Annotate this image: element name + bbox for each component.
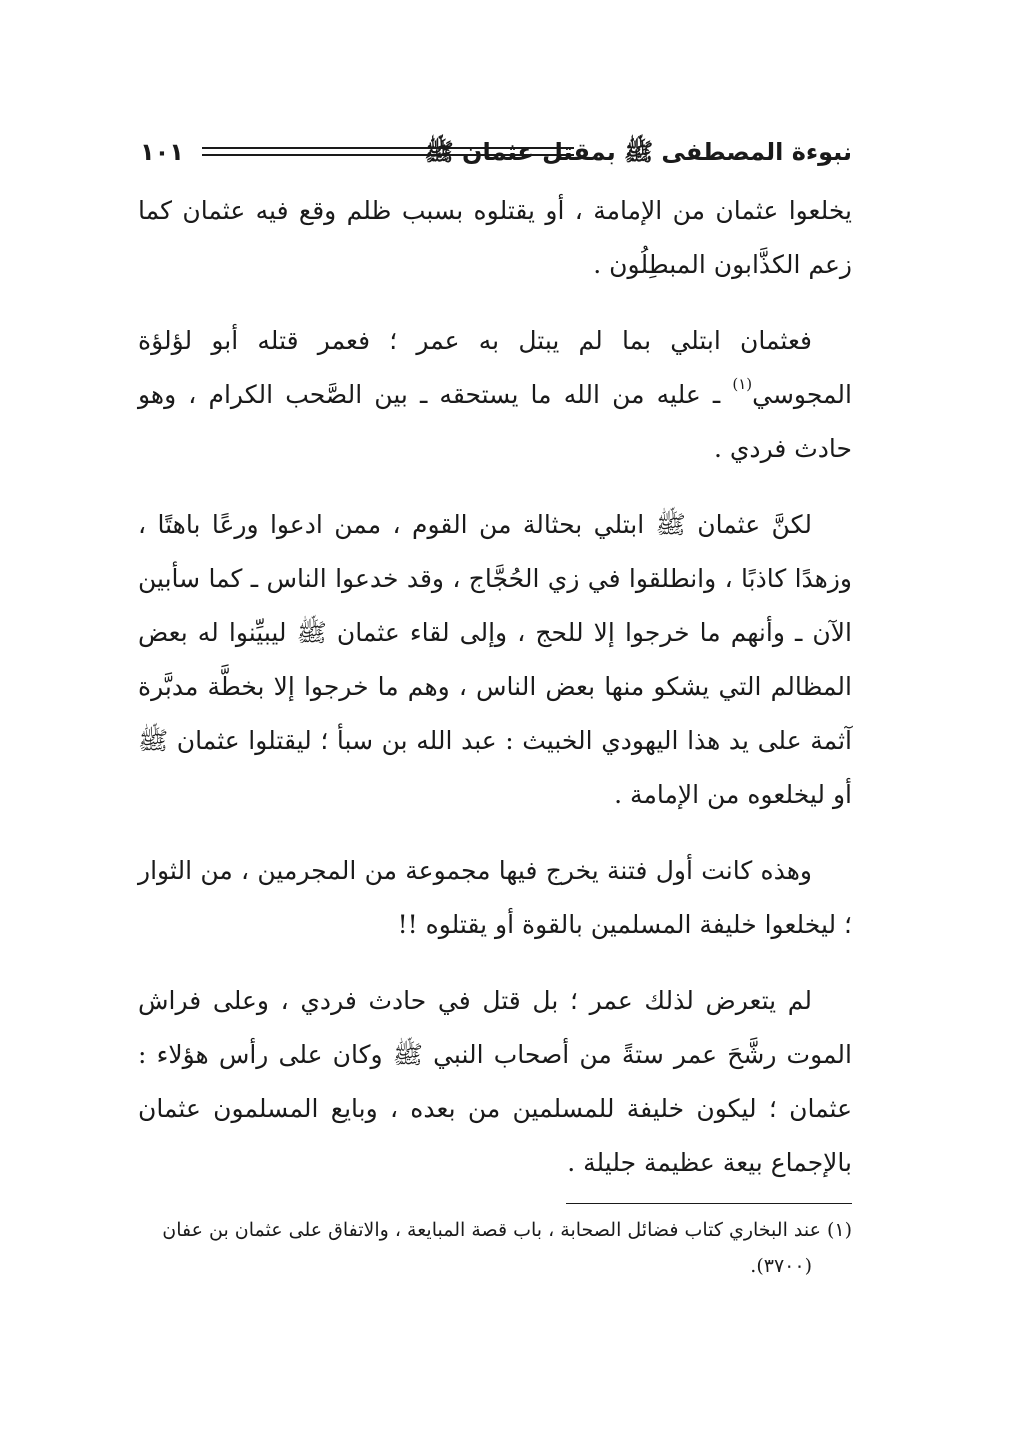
- footnote-text: عند البخاري كتاب فضائل الصحابة ، باب قصة المبايعة ، والاتفاق على عثمان بن عفان: [162, 1219, 821, 1241]
- paragraph-3: لكنَّ عثمان ﷺ ابتلي بحثالة من القوم ، ممن ادعوا ورعًا باهتًا ، وزهدًا كاذبًا ، وانطلقوا في زي الحُجَّاج ، وقد خدعوا الناس ـ كما سأبين الآن ـ وأنهم ما خرجوا إلا للحج ، وإلى لقاء عثمان ﷺ ليبيِّنوا له بعض المظالم التي يشكو منها بعض الناس ، وهم ما خرجوا إلا بخطَّة مدبَّرة آثمة على يد هذا اليهودي الخبيث : عبد الله بن سبأ ؛ ليقتلوا عثمان ﷺ أو ليخلعوه من الإمامة .: [138, 510, 852, 809]
- paragraph-2-text: فعثمان ابتلي بما لم يبتل به عمر ؛ فعمر قتله أبو لؤلؤة المجوسي: [138, 326, 852, 409]
- header-rule: [202, 147, 574, 156]
- footnote-number: (١): [826, 1219, 852, 1241]
- footnotes: [160, 1212, 852, 1284]
- paragraph-2-text-end: ـ عليه من الله ما يستحقه ـ بين الصَّحب الكرام ، وهو حادث فردي .: [138, 380, 852, 463]
- page-number: ١٠١: [140, 138, 184, 166]
- paragraph-5: لم يتعرض لذلك عمر ؛ بل قتل في حادث فردي ، وعلى فراش الموت رشَّحَ عمر ستةً من أصحاب النبي ﷺ وكان على رأس هؤلاء : عثمان ؛ ليكون خليفة للمسلمين من بعده ، وبايع المسلمون عثمان بالإجماع بيعة عظيمة جليلة .: [138, 986, 852, 1177]
- paragraph-1: يخلعوا عثمان من الإمامة ، أو يقتلوه بسبب ظلم وقع فيه عثمان كما زعم الكذَّابون المبطِلُون .: [138, 196, 852, 279]
- running-header: [140, 132, 852, 172]
- footnote-1: [160, 1212, 852, 1284]
- footnote-hadith-number: (٣٧٠٠).: [750, 1255, 812, 1277]
- body-text: [138, 184, 852, 1212]
- footnote-reference[interactable]: (١): [732, 375, 753, 393]
- paragraph-4: وهذه كانت أول فتنة يخرج فيها مجموعة من المجرمين ، من الثوار ؛ ليخلعوا خليفة المسلمين بالقوة أو يقتلوه !!: [138, 856, 852, 939]
- footnote-separator: [566, 1203, 852, 1204]
- paragraph-2: [138, 314, 852, 476]
- running-title: نبوءة المصطفى ﷺ بمقتل عثمان ﷺ: [424, 138, 852, 166]
